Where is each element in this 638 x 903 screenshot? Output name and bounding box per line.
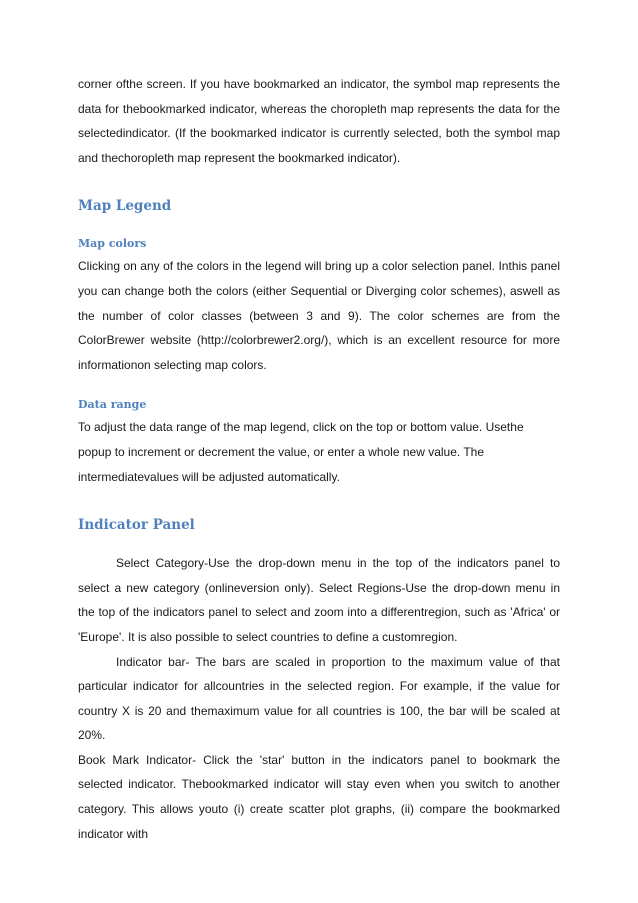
heading-indicator-panel: Indicator Panel: [78, 517, 195, 534]
intro-paragraph: corner ofthe screen. If you have bookmarked an indicator, the symbol map represents the data for thebookmarked indicator, whereas the choropleth map represents the data for the selectedindicator. (If the bookmarked indicator is currently selected, both the symbol map and thechoropleth map represent the bookmarked indicator).: [78, 77, 560, 165]
subheading-data-range: Data range: [78, 398, 147, 412]
data-range-paragraph: To adjust the data range of the map legend, click on the top or bottom value. Usethe popup to increment or decrement the value, or enter a whole new value. The intermediatevalues will be adjusted automatically.: [78, 420, 524, 484]
document-page: [78, 72, 560, 846]
map-colors-paragraph: Clicking on any of the colors in the legend will bring up a color selection panel. Inthis panel you can change both the colors (either Sequential or Diverging color schemes), aswell as the number of color classes (between 3 and 9). The color schemes are from the ColorBrewer website (http://colorbrewer2.org/), which is an excellent resource for more informationon selecting map colors.: [78, 259, 560, 372]
indicator-paragraph-1: Select Category-Use the drop-down menu in the top of the indicators panel to select a new category (onlineversion only). Select Regions-Use the drop-down menu in the top of the indicators panel to select and zoom into a differentregion, such as 'Africa' or 'Europe'. It is also possible to select countries to define a customregion.: [78, 556, 560, 644]
subheading-map-colors: Map colors: [78, 237, 147, 251]
indicator-paragraph-2: Indicator bar- The bars are scaled in proportion to the maximum value of that particular indicator for allcountries in the selected region. For example, if the value for country X is 20 and themaximum value for all countries is 100, the bar will be scaled at 20%.: [78, 654, 560, 743]
heading-map-legend: Map Legend: [78, 198, 172, 215]
indicator-paragraph-3: Book Mark Indicator- Click the 'star' button in the indicators panel to bookmark the selected indicator. Thebookmarked indicator will stay even when you switch to another category. This allows youto (i) create scatter plot graphs, (ii) compare the bookmarked indicator with: [78, 752, 560, 841]
